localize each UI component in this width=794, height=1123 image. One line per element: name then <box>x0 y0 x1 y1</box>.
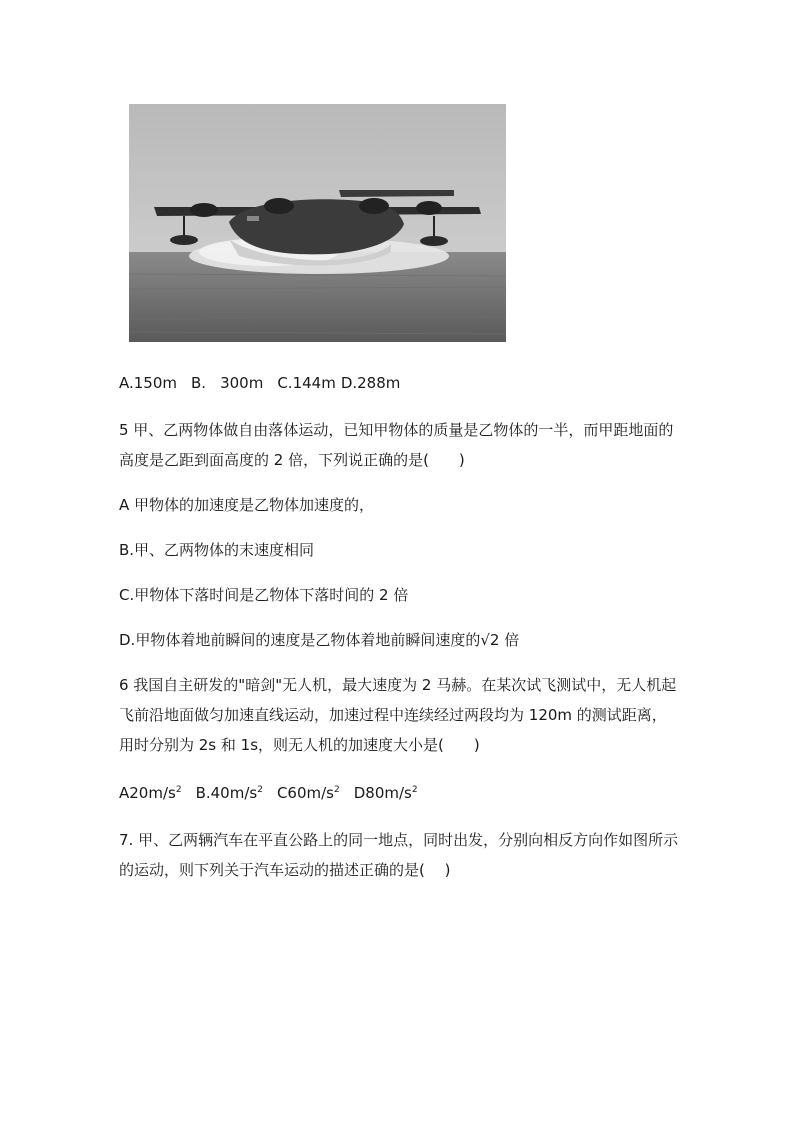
q4-option-a: A.150m <box>119 374 178 392</box>
seaplane-photo <box>129 104 506 342</box>
q5-option-c: C.甲物体下落时间是乙物体下落时间的 2 倍 <box>119 586 409 604</box>
q6-option-d: $D80m/s^2$ <box>353 784 418 802</box>
q4-options <box>119 373 400 393</box>
q4-option-b-label: B. <box>191 374 207 392</box>
q5-option-b: B.甲、乙两物体的末速度相同 <box>119 541 315 559</box>
q4-option-b-value: 300m <box>220 374 264 392</box>
q6-stem: 6 我国自主研发的"暗剑"无人机，最大速度为 2 马赫。在某次试飞测试中，无人机起飞前沿地面做匀加速直线运动，加速过程中连续经过两段均为 120m 的测试距离，用时分别为 2s 和 1s，则无人机的加速度大小是( ) <box>119 676 677 754</box>
q6-option-c: $C60m/s^2$ <box>276 784 340 802</box>
q7-stem: 7. 甲、乙两辆汽车在平直公路上的同一地点，同时出发，分别向相反方向作如图所示的运动，则下列关于汽车运动的描述正确的是( ) <box>119 831 679 879</box>
q6-option-b: $B.40m/s^2$ <box>195 784 263 802</box>
q5-stem: 5 甲、乙两物体做自由落体运动，已知甲物体的质量是乙物体的一半，而甲距地面的高度是乙距到面高度的 2 倍，下列说正确的是( ) <box>119 421 674 469</box>
q4-option-c: C.144m <box>277 374 336 392</box>
q5-option-d: D.甲物体着地前瞬间的速度是乙物体着地前瞬间速度的√2 倍 <box>119 631 520 649</box>
q4-option-d: D.288m <box>340 374 401 392</box>
q5-option-a: A 甲物体的加速度是乙物体加速度的， <box>119 496 375 514</box>
q6-options <box>119 783 418 803</box>
q6-option-a: $A20m/s^2$ <box>119 784 182 802</box>
